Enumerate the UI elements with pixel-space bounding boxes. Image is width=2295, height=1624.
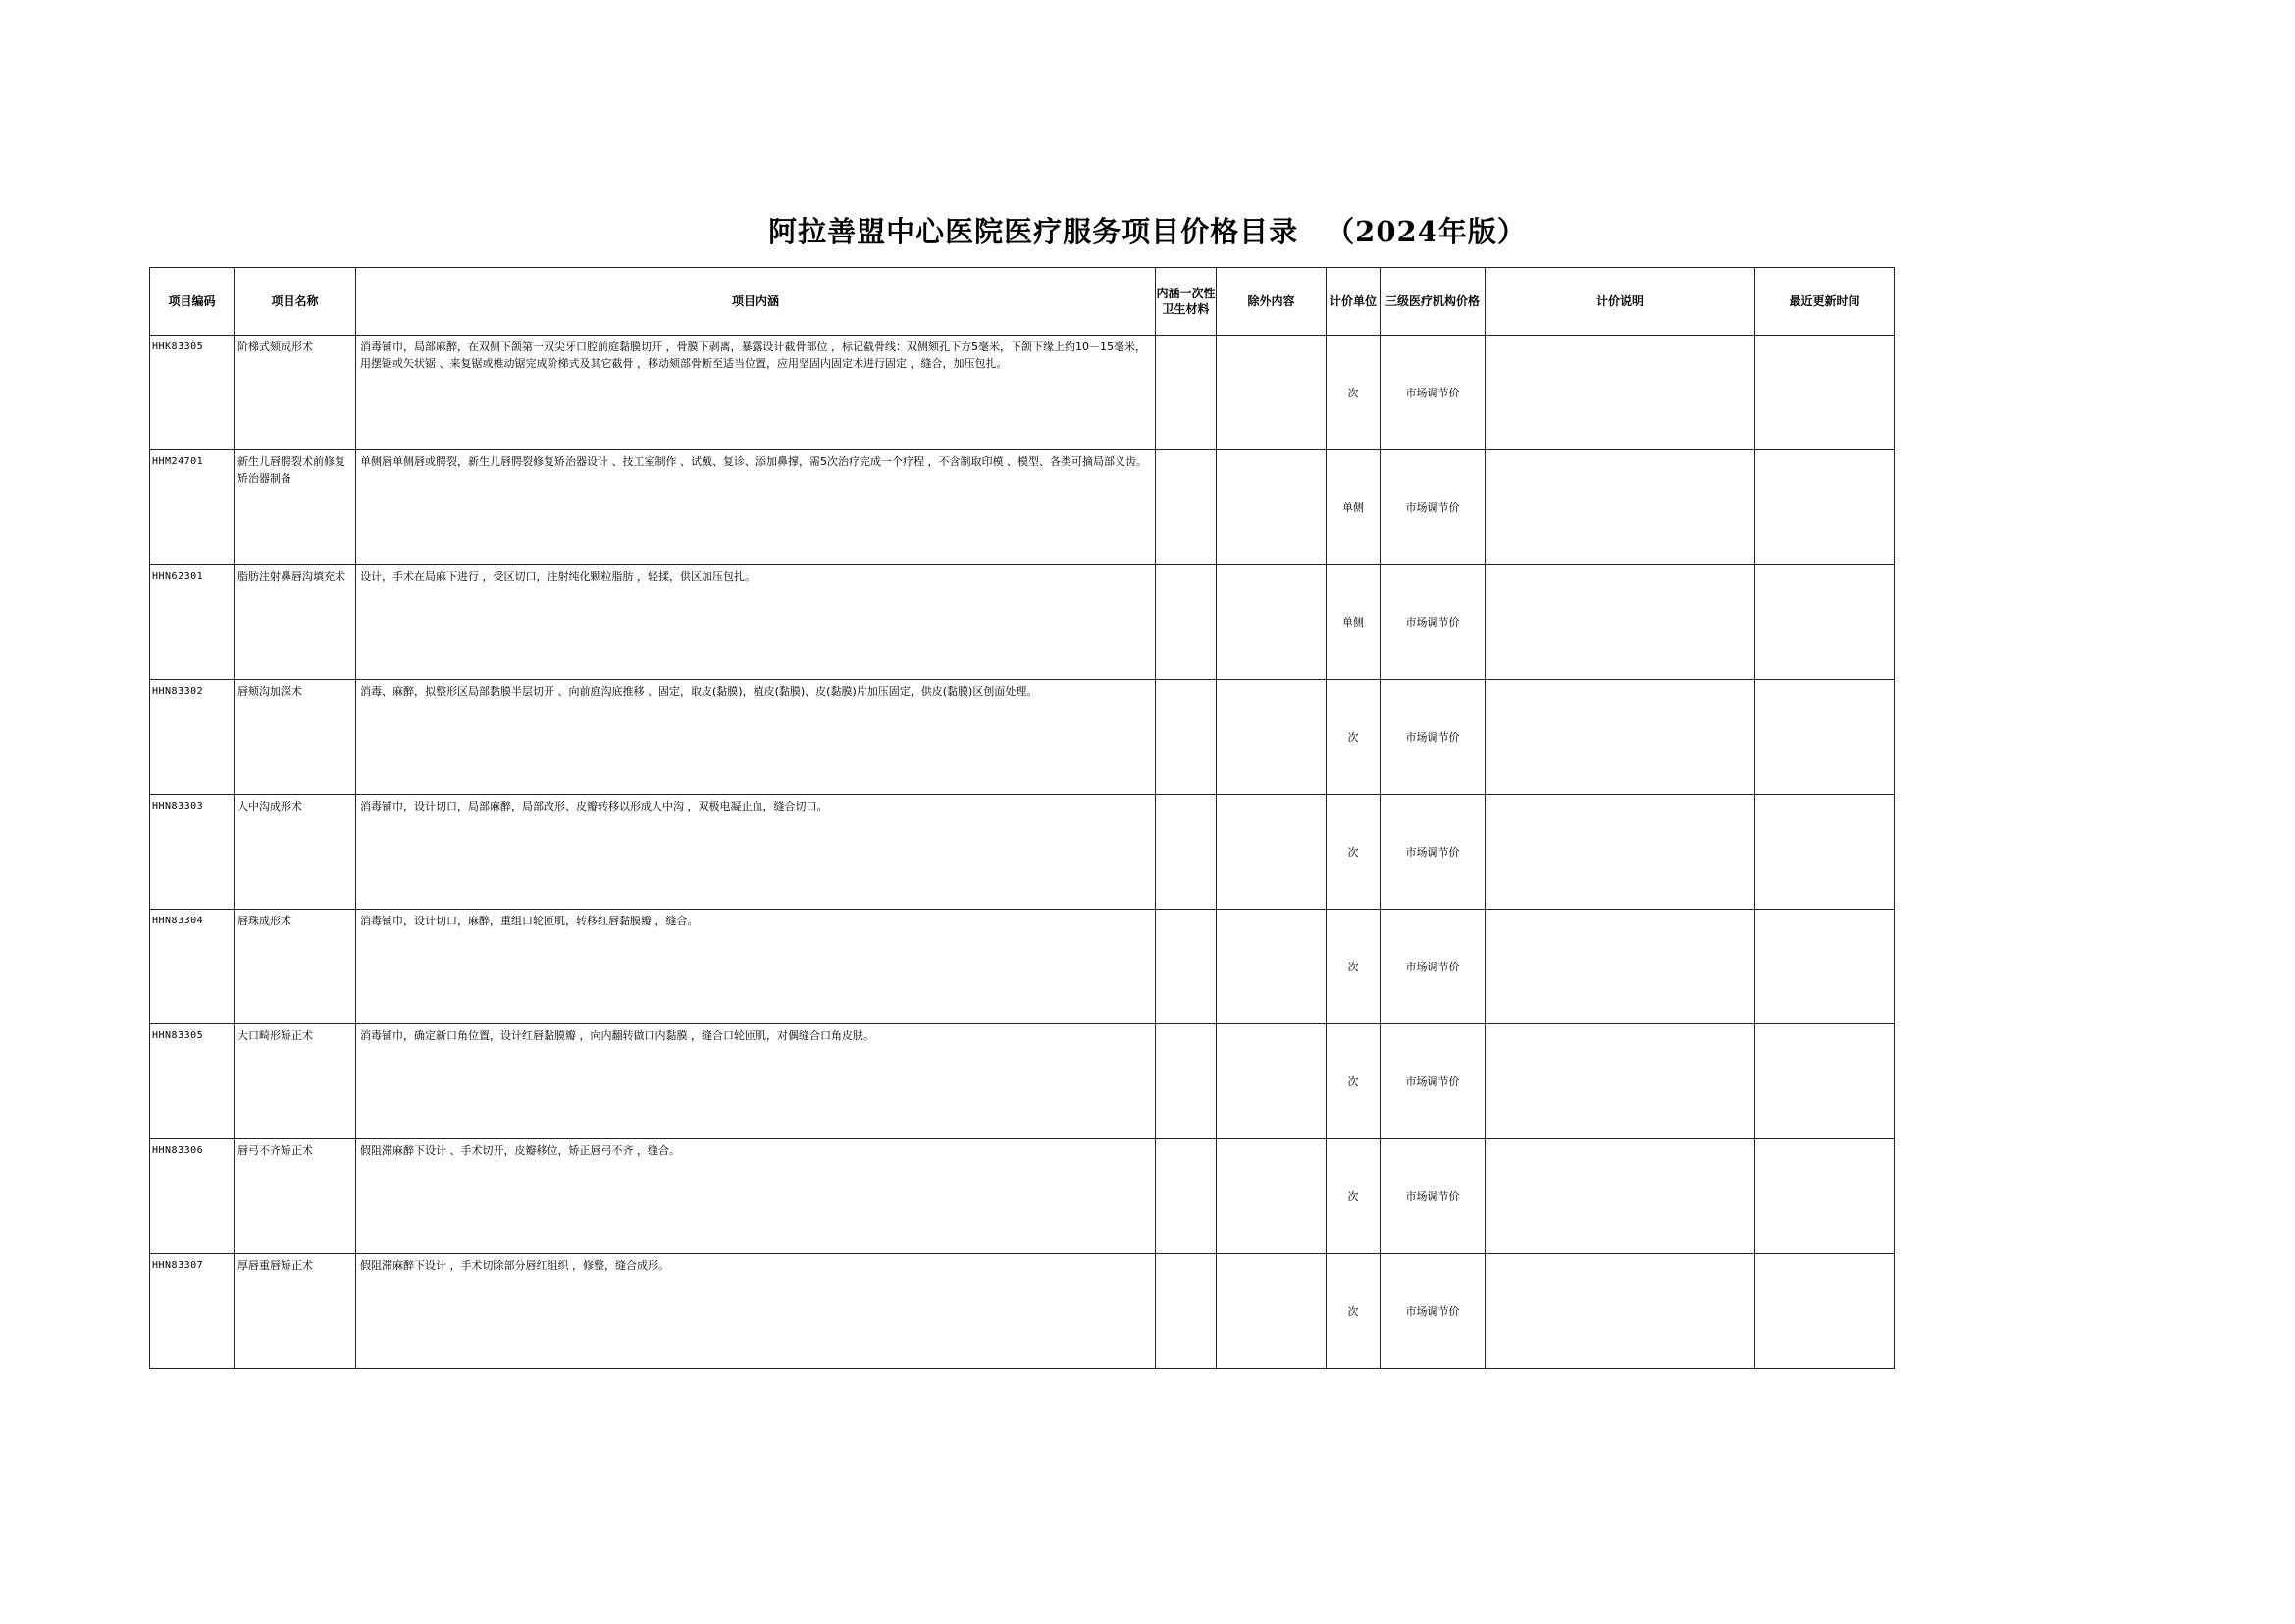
cell-consumables — [1156, 1024, 1217, 1139]
title-edition: （2024年版） — [1326, 215, 1527, 248]
cell-exclusions — [1217, 450, 1327, 565]
cell-content: 假阻滞麻醉下设计 、手术切开，皮瓣移位，矫正唇弓不齐 ，缝合。 — [356, 1139, 1156, 1254]
cell-consumables — [1156, 565, 1217, 680]
cell-price: 市场调节价 — [1381, 1254, 1486, 1369]
cell-consumables — [1156, 1254, 1217, 1369]
cell-content: 单侧唇单侧唇或腭裂，新生儿唇腭裂修复矫治器设计 、技工室制作 、试戴、复诊、添加鼻撑，需5次治疗完成一个疗程 ，不含制取印模 、模型、各类可摘局部义齿。 — [356, 450, 1156, 565]
document-title — [0, 210, 2295, 250]
cell-exclusions — [1217, 1024, 1327, 1139]
cell-exclusions — [1217, 565, 1327, 680]
cell-name: 脂肪注射鼻唇沟填充术 — [235, 565, 356, 680]
header-row — [150, 268, 1895, 336]
header-notes: 计价说明 — [1486, 268, 1755, 336]
cell-name: 唇弓不齐矫正术 — [235, 1139, 356, 1254]
cell-notes — [1486, 336, 1755, 450]
table-row — [150, 910, 1895, 1024]
cell-exclusions — [1217, 1254, 1327, 1369]
cell-content: 假阻滞麻醉下设计 ，手术切除部分唇红组织 ，修整，缝合成形。 — [356, 1254, 1156, 1369]
header-updated: 最近更新时间 — [1755, 268, 1895, 336]
cell-updated — [1755, 795, 1895, 910]
price-catalog-table — [149, 267, 1895, 1369]
cell-consumables — [1156, 680, 1217, 795]
cell-content: 消毒铺巾，设计切口，麻醉，重组口轮匝肌，转移红唇黏膜瓣 ，缝合。 — [356, 910, 1156, 1024]
cell-content: 消毒、麻醉，拟整形区局部黏膜半层切开 、向前庭沟底推移 、固定，取皮(黏膜)，植皮(黏膜)、皮(黏膜)片加压固定，供皮(黏膜)区创面处理。 — [356, 680, 1156, 795]
cell-unit: 单侧 — [1327, 450, 1381, 565]
cell-unit: 次 — [1327, 1139, 1381, 1254]
cell-price: 市场调节价 — [1381, 795, 1486, 910]
cell-updated — [1755, 1254, 1895, 1369]
cell-unit: 次 — [1327, 910, 1381, 1024]
cell-consumables — [1156, 795, 1217, 910]
cell-unit: 单侧 — [1327, 565, 1381, 680]
cell-notes — [1486, 450, 1755, 565]
cell-price: 市场调节价 — [1381, 680, 1486, 795]
cell-code: HHN83304 — [150, 910, 235, 1024]
cell-notes — [1486, 1024, 1755, 1139]
cell-price: 市场调节价 — [1381, 336, 1486, 450]
cell-updated — [1755, 1139, 1895, 1254]
cell-price: 市场调节价 — [1381, 1139, 1486, 1254]
cell-unit: 次 — [1327, 1024, 1381, 1139]
table-row — [150, 795, 1895, 910]
cell-content: 消毒铺巾，设计切口，局部麻醉，局部改形、皮瓣转移以形成人中沟 ，双极电凝止血，缝合切口。 — [356, 795, 1156, 910]
header-unit: 计价单位 — [1327, 268, 1381, 336]
cell-unit: 次 — [1327, 795, 1381, 910]
cell-name: 阶梯式颏成形术 — [235, 336, 356, 450]
cell-exclusions — [1217, 910, 1327, 1024]
table-row — [150, 450, 1895, 565]
title-text: 阿拉善盟中心医院医疗服务项目价格目录 — [768, 215, 1299, 248]
table-row — [150, 565, 1895, 680]
cell-code: HHN83305 — [150, 1024, 235, 1139]
cell-name: 大口畸形矫正术 — [235, 1024, 356, 1139]
header-consumables: 内涵一次性卫生材料 — [1156, 268, 1217, 336]
cell-consumables — [1156, 336, 1217, 450]
cell-updated — [1755, 336, 1895, 450]
cell-name: 唇珠成形术 — [235, 910, 356, 1024]
cell-price: 市场调节价 — [1381, 910, 1486, 1024]
cell-exclusions — [1217, 336, 1327, 450]
cell-unit: 次 — [1327, 336, 1381, 450]
cell-price: 市场调节价 — [1381, 565, 1486, 680]
table-row — [150, 336, 1895, 450]
header-price: 三级医疗机构价格 — [1381, 268, 1486, 336]
cell-code: HHN62301 — [150, 565, 235, 680]
cell-name: 新生儿唇腭裂术前修复矫治器制备 — [235, 450, 356, 565]
cell-code: HHN83307 — [150, 1254, 235, 1369]
cell-content: 消毒铺巾，局部麻醉，在双侧下颌第一双尖牙口腔前庭黏膜切开 ，骨膜下剥离，暴露设计截骨部位 ，标记截骨线：双侧颏孔下方5毫米，下颌下缘上约10－15毫米，用摆锯或矢状锯 、来复锯或椎动锯完成阶梯式及其它截骨 ，移动颏部骨断至适当位置，应用坚固内固定术进行固定 ，缝合，加压包扎。 — [356, 336, 1156, 450]
cell-price: 市场调节价 — [1381, 450, 1486, 565]
table-row — [150, 1139, 1895, 1254]
cell-unit: 次 — [1327, 1254, 1381, 1369]
table-row — [150, 1024, 1895, 1139]
cell-code: HHN83306 — [150, 1139, 235, 1254]
cell-name: 人中沟成形术 — [235, 795, 356, 910]
header-name: 项目名称 — [235, 268, 356, 336]
cell-content: 设计，手术在局麻下进行 ，受区切口，注射纯化颗粒脂肪 ，轻揉，供区加压包扎。 — [356, 565, 1156, 680]
cell-updated — [1755, 680, 1895, 795]
cell-exclusions — [1217, 680, 1327, 795]
cell-code: HHN83303 — [150, 795, 235, 910]
cell-updated — [1755, 910, 1895, 1024]
cell-updated — [1755, 1024, 1895, 1139]
cell-notes — [1486, 910, 1755, 1024]
cell-notes — [1486, 565, 1755, 680]
cell-consumables — [1156, 450, 1217, 565]
cell-notes — [1486, 1139, 1755, 1254]
cell-consumables — [1156, 910, 1217, 1024]
cell-code: HHK83305 — [150, 336, 235, 450]
cell-exclusions — [1217, 1139, 1327, 1254]
cell-code: HHM24701 — [150, 450, 235, 565]
cell-notes — [1486, 680, 1755, 795]
table-row — [150, 680, 1895, 795]
cell-updated — [1755, 565, 1895, 680]
cell-content: 消毒铺巾，确定新口角位置，设计红唇黏膜瓣 ，向内翻转做口内黏膜 ，缝合口轮匝肌，对偶缝合口角皮肤。 — [356, 1024, 1156, 1139]
header-exclusions: 除外内容 — [1217, 268, 1327, 336]
cell-code: HHN83302 — [150, 680, 235, 795]
cell-updated — [1755, 450, 1895, 565]
cell-price: 市场调节价 — [1381, 1024, 1486, 1139]
cell-notes — [1486, 1254, 1755, 1369]
cell-unit: 次 — [1327, 680, 1381, 795]
cell-name: 唇颊沟加深术 — [235, 680, 356, 795]
cell-consumables — [1156, 1139, 1217, 1254]
cell-exclusions — [1217, 795, 1327, 910]
cell-name: 厚唇重唇矫正术 — [235, 1254, 356, 1369]
table-row — [150, 1254, 1895, 1369]
cell-notes — [1486, 795, 1755, 910]
header-code: 项目编码 — [150, 268, 235, 336]
header-content: 项目内涵 — [356, 268, 1156, 336]
